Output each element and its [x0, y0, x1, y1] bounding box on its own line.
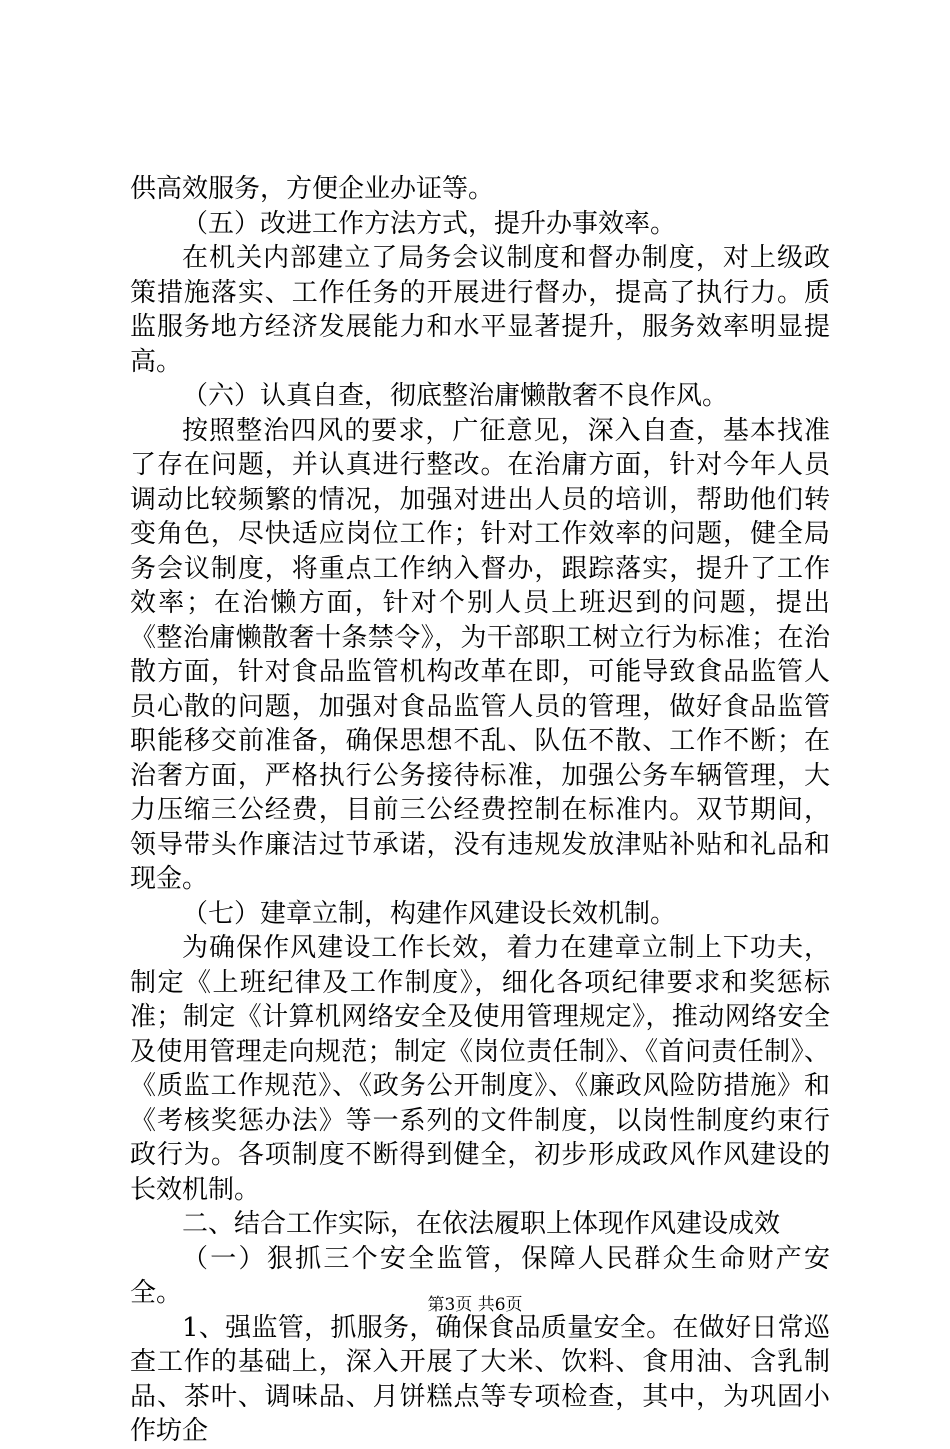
page-footer: 第3页 共6页	[427, 1295, 523, 1315]
document-body	[130, 172, 830, 1449]
heading-section-5: （五）改进工作方法方式，提升办事效率。	[182, 208, 677, 239]
heading-part-2-section-1: （一）狠抓三个安全监管，保障人民群众生命财产安全。	[130, 1243, 830, 1308]
paragraph-section-5: 在机关内部建立了局务会议制度和督办制度，对上级政策措施落实、工作任务的开展进行督办，提高了执行力。质监服务地方经济发展能力和水平显著提升，服务效率明显提高。	[130, 243, 830, 377]
paragraph-continuation: 供高效服务，方便企业办证等。	[130, 174, 495, 204]
paragraph-part-2-item-1: 1、强监管，抓服务，确保食品质量安全。在做好日常巡查工作的基础上，深入开展了大米、饮料、食用油、含乳制品、茶叶、调味品、月饼糕点等专项检查，其中，为巩固小作坊企	[130, 1312, 830, 1446]
heading-section-6: （六）认真自查，彻底整治庸懒散奢不良作风。	[182, 381, 729, 411]
paragraph-section-6: 按照整治四风的要求，广征意见，深入自查，基本找准了存在问题，并认真进行整改。在治庸方面，针对今年人员调动比较频繁的情况，加强对进出人员的培训，帮助他们转变角色，尽快适应岗位工作；针对工作效率的问题，健全局务会议制度，将重点工作纳入督办，跟踪落实，提升了工作效率；在治懒方面，针对个别人员上班迟到的问题，提出《整治庸懒散奢十条禁令》，为干部职工树立行为标准；在治散方面，针对食品监管机构改革在即，可能导致食品监管人员心散的问题，加强对食品监管人员的管理，做好食品监管职能移交前准备，确保思想不乱、队伍不散、工作不断；在治奢方面，严格执行公务接待标准，加强公务车辆管理，大力压缩三公经费，目前三公经费控制在标准内。双节期间，领导带头作廉洁过节承诺，没有违规发放津贴补贴和礼品和现金。	[130, 415, 830, 894]
heading-part-2: 二、结合工作实际，在依法履职上体现作风建设成效	[182, 1209, 781, 1239]
heading-section-7: （七）建章立制，构建作风建设长效机制。	[182, 898, 677, 929]
paragraph-section-7: 为确保作风建设工作长效，着力在建章立制上下功夫，制定《上班纪律及工作制度》，细化各项纪律要求和奖惩标准；制定《计算机网络安全及使用管理规定》，推动网络安全及使用管理走向规范；制定《岗位责任制》、《首问责任制》、《质监工作规范》、《政务公开制度》、《廉政风险防措施》和《考核奖惩办法》等一系列的文件制度，以岗性制度约束行政行为。各项制度不断得到健全，初步形成政风作风建设的长效机制。	[130, 933, 830, 1205]
